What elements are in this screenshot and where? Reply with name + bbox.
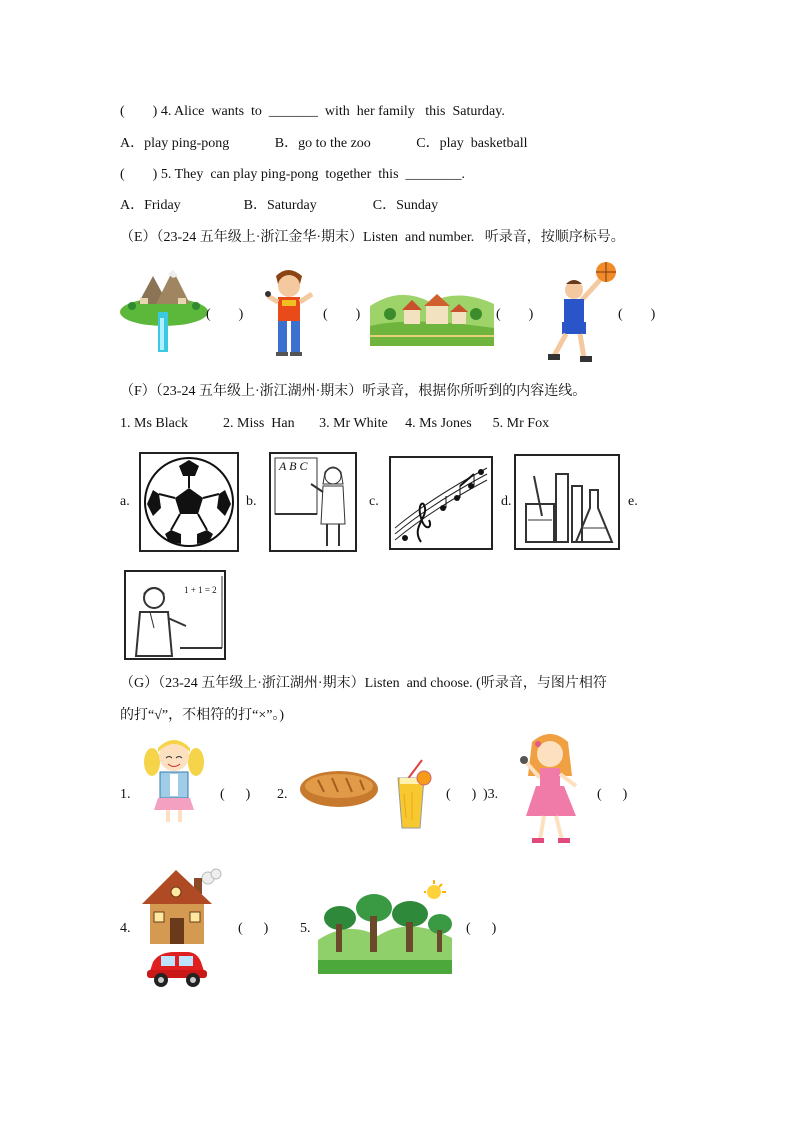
question-4-options: A．play ping-pong B．go to the zoo C．play basketball — [120, 136, 528, 151]
blank-4[interactable]: ( ) — [618, 307, 656, 322]
smiling-girl-image — [142, 736, 206, 826]
choice-blank-2[interactable]: ( ) — [446, 787, 477, 802]
board-math-text: 1 + 1 = 2 — [184, 585, 217, 595]
lab-glassware-image — [514, 454, 620, 550]
item-2-number: 2. — [277, 787, 288, 802]
item-5-number: 5. — [300, 921, 311, 936]
choice-blank-1[interactable]: ( ) — [220, 787, 251, 802]
red-car-image — [145, 946, 209, 988]
section-g-heading-line1: （G）（23-24 五年级上·浙江湖州·期末）Listen and choose. (听录音，与图片相符 — [120, 676, 607, 691]
blank-1[interactable]: ( ) — [206, 307, 244, 322]
question-4: ( ) 4. Alice wants to _______ with her family this Saturday. — [120, 104, 505, 119]
forest-park-image — [318, 880, 452, 974]
bread-loaf-image — [298, 766, 380, 812]
item-3-number: )3. — [483, 787, 499, 802]
section-g-heading-line2: 的打“√”，不相符的打“×”。) — [120, 708, 285, 723]
letter-c: c. — [369, 494, 379, 509]
countryside-village-image — [370, 276, 494, 346]
cottage-house-image — [138, 864, 228, 948]
item-1-number: 1. — [120, 787, 131, 802]
item-4-number: 4. — [120, 921, 131, 936]
blank-2[interactable]: ( ) — [323, 307, 361, 322]
waterfall-landscape-image — [118, 262, 210, 358]
music-notes-image — [389, 456, 493, 550]
question-5: ( ) 5. They can play ping-pong together this ________. — [120, 167, 466, 182]
soccer-ball-image — [139, 452, 239, 552]
letter-d: d. — [501, 494, 512, 509]
question-5-options: A．Friday B．Saturday C．Sunday — [120, 198, 439, 213]
board-abc-text: A B C — [279, 459, 308, 473]
choice-blank-5[interactable]: ( ) — [466, 921, 497, 936]
choice-blank-4[interactable]: ( ) — [238, 921, 269, 936]
section-e-heading: （E）（23-24 五年级上·浙江金华·期末）Listen and number. 听录音，按顺序标号。 — [120, 230, 625, 245]
people-list: 1. Ms Black 2. Miss Han 3. Mr White 4. Ms Jones 5. Mr Fox — [120, 416, 550, 431]
basketball-player-image — [544, 260, 618, 366]
orange-juice-image — [386, 758, 436, 830]
teacher-abc-board-image — [269, 452, 357, 552]
singing-boy-image — [258, 266, 322, 358]
blank-3[interactable]: ( ) — [496, 307, 534, 322]
teacher-math-board-image — [124, 570, 226, 660]
singing-girl-image — [514, 732, 590, 848]
choice-blank-3[interactable]: ( ) — [597, 787, 628, 802]
letter-e: e. — [628, 494, 638, 509]
letter-b: b. — [246, 494, 257, 509]
section-f-heading: （F）（23-24 五年级上·浙江湖州·期末）听录音，根据你所听到的内容连线。 — [120, 384, 587, 399]
letter-a: a. — [120, 494, 130, 509]
